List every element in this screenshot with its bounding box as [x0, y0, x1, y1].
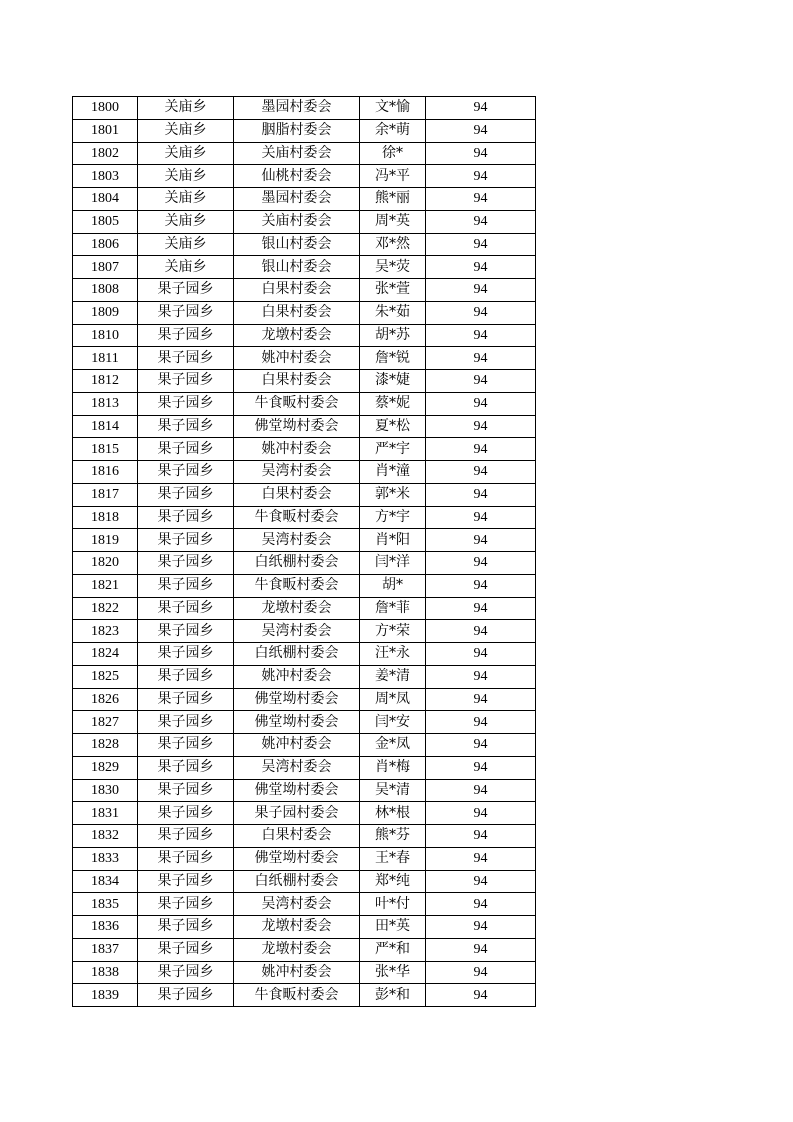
township-cell: 果子园乡 — [138, 392, 234, 415]
score-cell: 94 — [426, 893, 536, 916]
score-cell: 94 — [426, 870, 536, 893]
village-cell: 白果村委会 — [234, 825, 360, 848]
row-number-cell: 1807 — [73, 256, 138, 279]
table-row — [73, 324, 536, 347]
row-number-cell: 1802 — [73, 142, 138, 165]
township-cell: 果子园乡 — [138, 779, 234, 802]
township-cell: 果子园乡 — [138, 438, 234, 461]
score-cell: 94 — [426, 756, 536, 779]
score-cell: 94 — [426, 279, 536, 302]
table-row — [73, 142, 536, 165]
score-cell: 94 — [426, 188, 536, 211]
township-cell: 果子园乡 — [138, 324, 234, 347]
village-cell: 吴湾村委会 — [234, 529, 360, 552]
township-cell: 果子园乡 — [138, 665, 234, 688]
score-cell: 94 — [426, 984, 536, 1007]
name-cell: 王*春 — [360, 847, 426, 870]
name-cell: 蔡*妮 — [360, 392, 426, 415]
name-cell: 胡* — [360, 574, 426, 597]
township-cell: 果子园乡 — [138, 347, 234, 370]
village-cell: 银山村委会 — [234, 256, 360, 279]
row-number-cell: 1838 — [73, 961, 138, 984]
table-row — [73, 938, 536, 961]
village-cell: 白纸棚村委会 — [234, 643, 360, 666]
score-cell: 94 — [426, 665, 536, 688]
table-row — [73, 847, 536, 870]
village-cell: 牛食畈村委会 — [234, 392, 360, 415]
table-row — [73, 97, 536, 120]
name-cell: 肖*阳 — [360, 529, 426, 552]
row-number-cell: 1822 — [73, 597, 138, 620]
table-row — [73, 643, 536, 666]
name-cell: 詹*锐 — [360, 347, 426, 370]
name-cell: 周*英 — [360, 210, 426, 233]
table-row — [73, 392, 536, 415]
score-cell: 94 — [426, 301, 536, 324]
village-cell: 关庙村委会 — [234, 210, 360, 233]
village-cell: 牛食畈村委会 — [234, 574, 360, 597]
table-row — [73, 552, 536, 575]
township-cell: 果子园乡 — [138, 711, 234, 734]
table-row — [73, 916, 536, 939]
township-cell: 果子园乡 — [138, 370, 234, 393]
score-cell: 94 — [426, 574, 536, 597]
name-cell: 严*宇 — [360, 438, 426, 461]
row-number-cell: 1821 — [73, 574, 138, 597]
row-number-cell: 1814 — [73, 415, 138, 438]
row-number-cell: 1828 — [73, 734, 138, 757]
row-number-cell: 1813 — [73, 392, 138, 415]
score-cell: 94 — [426, 392, 536, 415]
village-cell: 佛堂坳村委会 — [234, 711, 360, 734]
row-number-cell: 1819 — [73, 529, 138, 552]
township-cell: 关庙乡 — [138, 142, 234, 165]
table-row — [73, 119, 536, 142]
name-cell: 冯*平 — [360, 165, 426, 188]
village-cell: 龙墩村委会 — [234, 597, 360, 620]
table-row — [73, 165, 536, 188]
row-number-cell: 1818 — [73, 506, 138, 529]
name-cell: 方*宇 — [360, 506, 426, 529]
table-row — [73, 802, 536, 825]
score-cell: 94 — [426, 597, 536, 620]
table-row — [73, 597, 536, 620]
row-number-cell: 1825 — [73, 665, 138, 688]
table-row — [73, 665, 536, 688]
village-cell: 姚冲村委会 — [234, 961, 360, 984]
village-cell: 佛堂坳村委会 — [234, 847, 360, 870]
row-number-cell: 1832 — [73, 825, 138, 848]
village-cell: 姚冲村委会 — [234, 347, 360, 370]
score-cell: 94 — [426, 620, 536, 643]
table-body — [73, 97, 536, 1007]
table-row — [73, 711, 536, 734]
score-cell: 94 — [426, 119, 536, 142]
village-cell: 吴湾村委会 — [234, 620, 360, 643]
name-cell: 闫*安 — [360, 711, 426, 734]
table-row — [73, 529, 536, 552]
table-row — [73, 825, 536, 848]
row-number-cell: 1800 — [73, 97, 138, 120]
table-row — [73, 574, 536, 597]
name-cell: 林*根 — [360, 802, 426, 825]
row-number-cell: 1835 — [73, 893, 138, 916]
row-number-cell: 1830 — [73, 779, 138, 802]
score-cell: 94 — [426, 210, 536, 233]
village-cell: 吴湾村委会 — [234, 461, 360, 484]
table-row — [73, 233, 536, 256]
village-cell: 佛堂坳村委会 — [234, 688, 360, 711]
table-row — [73, 506, 536, 529]
name-cell: 夏*松 — [360, 415, 426, 438]
score-cell: 94 — [426, 734, 536, 757]
score-cell: 94 — [426, 233, 536, 256]
village-cell: 银山村委会 — [234, 233, 360, 256]
village-cell: 墨园村委会 — [234, 188, 360, 211]
village-cell: 白果村委会 — [234, 483, 360, 506]
township-cell: 果子园乡 — [138, 279, 234, 302]
score-cell: 94 — [426, 825, 536, 848]
row-number-cell: 1806 — [73, 233, 138, 256]
township-cell: 果子园乡 — [138, 961, 234, 984]
township-cell: 果子园乡 — [138, 643, 234, 666]
township-cell: 果子园乡 — [138, 415, 234, 438]
village-cell: 墨园村委会 — [234, 97, 360, 120]
name-cell: 吴*清 — [360, 779, 426, 802]
table-row — [73, 483, 536, 506]
name-cell: 余*萌 — [360, 119, 426, 142]
row-number-cell: 1804 — [73, 188, 138, 211]
table-row — [73, 370, 536, 393]
name-cell: 张*萱 — [360, 279, 426, 302]
township-cell: 关庙乡 — [138, 256, 234, 279]
village-cell: 白果村委会 — [234, 301, 360, 324]
row-number-cell: 1837 — [73, 938, 138, 961]
row-number-cell: 1839 — [73, 984, 138, 1007]
row-number-cell: 1809 — [73, 301, 138, 324]
village-cell: 果子园村委会 — [234, 802, 360, 825]
score-cell: 94 — [426, 370, 536, 393]
score-cell: 94 — [426, 461, 536, 484]
name-cell: 熊*丽 — [360, 188, 426, 211]
village-cell: 吴湾村委会 — [234, 893, 360, 916]
row-number-cell: 1824 — [73, 643, 138, 666]
name-cell: 方*荣 — [360, 620, 426, 643]
table-row — [73, 438, 536, 461]
name-cell: 叶*付 — [360, 893, 426, 916]
name-cell: 詹*菲 — [360, 597, 426, 620]
score-cell: 94 — [426, 938, 536, 961]
score-cell: 94 — [426, 802, 536, 825]
village-cell: 龙墩村委会 — [234, 324, 360, 347]
village-cell: 龙墩村委会 — [234, 916, 360, 939]
township-cell: 果子园乡 — [138, 756, 234, 779]
score-cell: 94 — [426, 97, 536, 120]
village-cell: 白纸棚村委会 — [234, 552, 360, 575]
row-number-cell: 1820 — [73, 552, 138, 575]
row-number-cell: 1808 — [73, 279, 138, 302]
score-cell: 94 — [426, 256, 536, 279]
score-cell: 94 — [426, 711, 536, 734]
township-cell: 关庙乡 — [138, 97, 234, 120]
name-cell: 肖*梅 — [360, 756, 426, 779]
row-number-cell: 1834 — [73, 870, 138, 893]
table-row — [73, 620, 536, 643]
score-cell: 94 — [426, 483, 536, 506]
row-number-cell: 1833 — [73, 847, 138, 870]
name-cell: 周*凤 — [360, 688, 426, 711]
village-cell: 关庙村委会 — [234, 142, 360, 165]
township-cell: 果子园乡 — [138, 483, 234, 506]
village-cell: 吴湾村委会 — [234, 756, 360, 779]
name-cell: 张*华 — [360, 961, 426, 984]
name-cell: 姜*清 — [360, 665, 426, 688]
score-cell: 94 — [426, 142, 536, 165]
township-cell: 果子园乡 — [138, 620, 234, 643]
row-number-cell: 1823 — [73, 620, 138, 643]
village-cell: 白纸棚村委会 — [234, 870, 360, 893]
township-cell: 关庙乡 — [138, 188, 234, 211]
score-cell: 94 — [426, 916, 536, 939]
score-cell: 94 — [426, 165, 536, 188]
score-cell: 94 — [426, 529, 536, 552]
township-cell: 果子园乡 — [138, 825, 234, 848]
name-cell: 金*凤 — [360, 734, 426, 757]
village-cell: 白果村委会 — [234, 370, 360, 393]
township-cell: 关庙乡 — [138, 119, 234, 142]
village-cell: 姚冲村委会 — [234, 438, 360, 461]
row-number-cell: 1815 — [73, 438, 138, 461]
village-cell: 胭脂村委会 — [234, 119, 360, 142]
township-cell: 果子园乡 — [138, 847, 234, 870]
score-cell: 94 — [426, 552, 536, 575]
township-cell: 果子园乡 — [138, 506, 234, 529]
township-cell: 关庙乡 — [138, 165, 234, 188]
village-cell: 牛食畈村委会 — [234, 506, 360, 529]
table-row — [73, 984, 536, 1007]
row-number-cell: 1811 — [73, 347, 138, 370]
township-cell: 果子园乡 — [138, 461, 234, 484]
table-row — [73, 961, 536, 984]
name-cell: 闫*洋 — [360, 552, 426, 575]
name-cell: 吴*荧 — [360, 256, 426, 279]
table-row — [73, 279, 536, 302]
table-row — [73, 415, 536, 438]
row-number-cell: 1803 — [73, 165, 138, 188]
village-cell: 牛食畈村委会 — [234, 984, 360, 1007]
score-cell: 94 — [426, 961, 536, 984]
township-cell: 果子园乡 — [138, 301, 234, 324]
score-cell: 94 — [426, 415, 536, 438]
township-cell: 果子园乡 — [138, 574, 234, 597]
table-row — [73, 734, 536, 757]
name-cell: 胡*苏 — [360, 324, 426, 347]
name-cell: 漆*婕 — [360, 370, 426, 393]
score-cell: 94 — [426, 779, 536, 802]
table-row — [73, 301, 536, 324]
name-cell: 郭*米 — [360, 483, 426, 506]
score-cell: 94 — [426, 688, 536, 711]
row-number-cell: 1836 — [73, 916, 138, 939]
row-number-cell: 1812 — [73, 370, 138, 393]
village-cell: 姚冲村委会 — [234, 665, 360, 688]
name-cell: 汪*永 — [360, 643, 426, 666]
row-number-cell: 1829 — [73, 756, 138, 779]
name-cell: 田*英 — [360, 916, 426, 939]
village-cell: 佛堂坳村委会 — [234, 415, 360, 438]
name-cell: 彭*和 — [360, 984, 426, 1007]
name-cell: 邓*然 — [360, 233, 426, 256]
township-cell: 果子园乡 — [138, 870, 234, 893]
name-cell: 徐* — [360, 142, 426, 165]
township-cell: 关庙乡 — [138, 210, 234, 233]
row-number-cell: 1816 — [73, 461, 138, 484]
row-number-cell: 1826 — [73, 688, 138, 711]
score-cell: 94 — [426, 438, 536, 461]
table-row — [73, 461, 536, 484]
township-cell: 果子园乡 — [138, 529, 234, 552]
township-cell: 果子园乡 — [138, 916, 234, 939]
township-cell: 果子园乡 — [138, 893, 234, 916]
township-cell: 果子园乡 — [138, 688, 234, 711]
row-number-cell: 1805 — [73, 210, 138, 233]
village-cell: 白果村委会 — [234, 279, 360, 302]
township-cell: 果子园乡 — [138, 938, 234, 961]
table-row — [73, 756, 536, 779]
table-row — [73, 688, 536, 711]
name-cell: 肖*潼 — [360, 461, 426, 484]
name-cell: 郑*纯 — [360, 870, 426, 893]
row-number-cell: 1827 — [73, 711, 138, 734]
score-cell: 94 — [426, 847, 536, 870]
township-cell: 果子园乡 — [138, 552, 234, 575]
row-number-cell: 1831 — [73, 802, 138, 825]
name-cell: 朱*茹 — [360, 301, 426, 324]
row-number-cell: 1817 — [73, 483, 138, 506]
table-row — [73, 256, 536, 279]
score-cell: 94 — [426, 643, 536, 666]
township-cell: 果子园乡 — [138, 597, 234, 620]
table-row — [73, 188, 536, 211]
row-number-cell: 1801 — [73, 119, 138, 142]
row-number-cell: 1810 — [73, 324, 138, 347]
table-row — [73, 870, 536, 893]
data-table — [72, 96, 536, 1007]
score-cell: 94 — [426, 324, 536, 347]
table-row — [73, 893, 536, 916]
table-row — [73, 210, 536, 233]
village-cell: 姚冲村委会 — [234, 734, 360, 757]
table-row — [73, 347, 536, 370]
village-cell: 龙墩村委会 — [234, 938, 360, 961]
name-cell: 严*和 — [360, 938, 426, 961]
table-row — [73, 779, 536, 802]
township-cell: 关庙乡 — [138, 233, 234, 256]
township-cell: 果子园乡 — [138, 734, 234, 757]
score-cell: 94 — [426, 506, 536, 529]
township-cell: 果子园乡 — [138, 984, 234, 1007]
score-cell: 94 — [426, 347, 536, 370]
village-cell: 佛堂坳村委会 — [234, 779, 360, 802]
township-cell: 果子园乡 — [138, 802, 234, 825]
name-cell: 熊*芬 — [360, 825, 426, 848]
name-cell: 文*愉 — [360, 97, 426, 120]
village-cell: 仙桃村委会 — [234, 165, 360, 188]
